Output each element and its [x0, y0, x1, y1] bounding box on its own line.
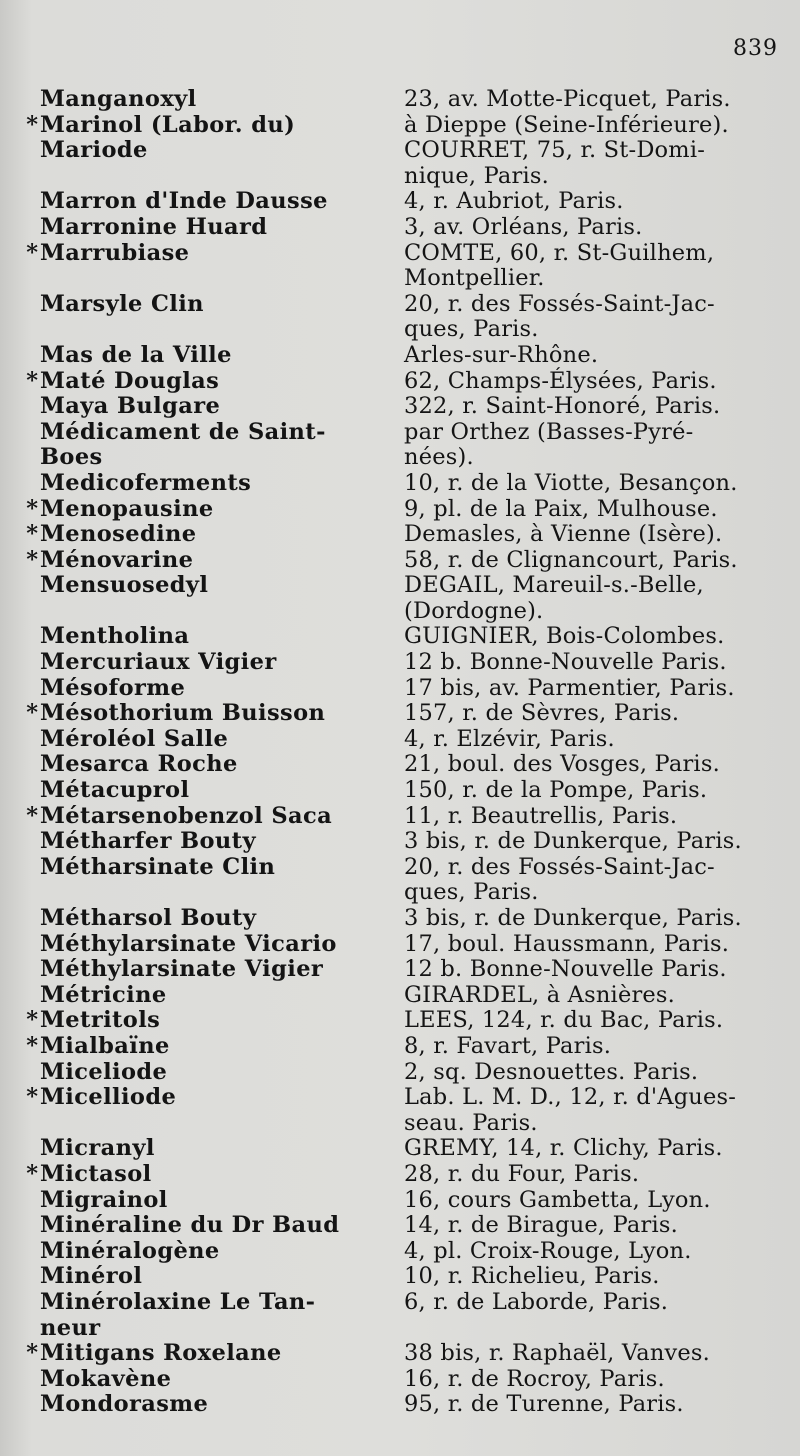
- list-item: [24, 369, 786, 395]
- entry-address: 20, r. des Fossés-Saint-Jac- ques, Paris.: [404, 290, 715, 343]
- entry-name: Méthylarsinate Vicario: [40, 930, 337, 957]
- list-item: [24, 1341, 786, 1367]
- list-item: [24, 1162, 786, 1188]
- entry-name: Miceliode: [40, 1058, 168, 1085]
- entry-address: 3 bis, r. de Dunkerque, Paris.: [404, 828, 742, 855]
- entry-address: par Orthez (Basses-Pyré- nées).: [404, 418, 694, 471]
- entry-address: 58, r. de Clignancourt, Paris.: [404, 546, 738, 573]
- entry-address: 322, r. Saint-Honoré, Paris.: [404, 393, 721, 420]
- list-item: [24, 1264, 786, 1290]
- list-item: [24, 113, 786, 139]
- entry-name: Mictasol: [40, 1160, 152, 1187]
- entry-address: 3, av. Orléans, Paris.: [404, 213, 643, 240]
- entry-name: Marron d'Inde Dausse: [40, 188, 328, 215]
- list-item: [24, 1188, 786, 1214]
- list-item: [24, 241, 786, 292]
- entry-name: Mésothorium Buisson: [40, 700, 326, 727]
- entry-name: Mesarca Roche: [40, 751, 238, 778]
- entry-name: Mariode: [40, 137, 148, 164]
- entry-address: 21, boul. des Vosges, Paris.: [404, 751, 720, 778]
- entry-address: LEES, 124, r. du Bac, Paris.: [404, 1007, 724, 1034]
- entry-address: 6, r. de Laborde, Paris.: [404, 1288, 669, 1315]
- entry-name: Mercuriaux Vigier: [40, 649, 277, 676]
- list-item: [24, 804, 786, 830]
- entry-name: Maté Douglas: [40, 367, 220, 394]
- entry-asterisk: *: [26, 239, 38, 266]
- list-item: [24, 624, 786, 650]
- entry-name: Métacuprol: [40, 777, 190, 804]
- entry-name: Mokavène: [40, 1365, 172, 1392]
- entry-address: 16, cours Gambetta, Lyon.: [404, 1186, 711, 1213]
- entry-name: Marrubiase: [40, 239, 190, 266]
- list-item: [24, 87, 786, 113]
- entry-address: 150, r. de la Pompe, Paris.: [404, 777, 708, 804]
- entry-asterisk: *: [26, 495, 38, 522]
- entry-asterisk: *: [26, 700, 38, 727]
- list-item: [24, 1085, 786, 1136]
- entry-address: 4, pl. Croix-Rouge, Lyon.: [404, 1237, 692, 1264]
- entry-address: 14, r. de Birague, Paris.: [404, 1212, 679, 1239]
- list-item: [24, 676, 786, 702]
- entry-address: 3 bis, r. de Dunkerque, Paris.: [404, 905, 742, 931]
- entry-name: Marinol (Labor. du): [40, 111, 296, 138]
- list-item: [24, 752, 786, 778]
- list-item: [24, 701, 786, 727]
- entry-asterisk: *: [26, 1084, 38, 1111]
- entry-name: Métharsinate Clin: [40, 853, 276, 880]
- entry-address: 38 bis, r. Raphaël, Vanves.: [404, 1340, 711, 1367]
- entry-name: Mas de la Ville: [40, 341, 232, 368]
- entry-address: 11, r. Beautrellis, Paris.: [404, 802, 678, 829]
- entry-address: GIRARDEL, à Asnières.: [404, 981, 676, 1008]
- list-item: [24, 215, 786, 241]
- entry-address: 20, r. des Fossés-Saint-Jac- ques, Paris.: [404, 853, 715, 906]
- list-item: [24, 420, 786, 471]
- entry-address: 62, Champs-Élysées, Paris.: [404, 367, 717, 394]
- entry-address: Lab. L. M. D., 12, r. d'Agues- seau. Paris.: [404, 1084, 737, 1136]
- entry-name: Métharsol Bouty: [40, 905, 257, 931]
- entry-list: [24, 87, 786, 1418]
- entry-name: Médicament de Saint- Boes: [40, 418, 326, 471]
- entry-address: à Dieppe (Seine-Inférieure).: [404, 111, 729, 138]
- entry-name: Mialbaïne: [40, 1032, 170, 1059]
- entry-asterisk: *: [26, 1007, 38, 1034]
- list-item: [24, 829, 786, 855]
- list-item: [24, 292, 786, 343]
- entry-address: 10, r. de la Viotte, Besançon.: [404, 469, 738, 496]
- entry-address: 17 bis, av. Parmentier, Paris.: [404, 674, 735, 701]
- list-item: [24, 1060, 786, 1086]
- list-item: [24, 497, 786, 523]
- entry-name: Mondorasme: [40, 1391, 209, 1418]
- entry-address: 157, r. de Sèvres, Paris.: [404, 700, 680, 727]
- list-item: [24, 957, 786, 983]
- page-number: 839: [733, 36, 778, 61]
- entry-address: 95, r. de Turenne, Paris.: [404, 1391, 684, 1418]
- list-item: [24, 932, 786, 958]
- entry-address: 12 b. Bonne-Nouvelle Paris.: [404, 956, 727, 983]
- entry-name: Mensuosedyl: [40, 572, 209, 599]
- entry-name: Metritols: [40, 1007, 161, 1034]
- entry-name: Mitigans Roxelane: [40, 1340, 282, 1367]
- list-item: [24, 522, 786, 548]
- entry-name: Ménovarine: [40, 546, 194, 573]
- entry-asterisk: *: [26, 521, 38, 548]
- list-item: [24, 394, 786, 420]
- list-item: [24, 1392, 786, 1418]
- entry-address: 10, r. Richelieu, Paris.: [404, 1263, 660, 1290]
- list-item: [24, 855, 786, 906]
- entry-name: Métharfer Bouty: [40, 828, 256, 855]
- list-item: [24, 778, 786, 804]
- list-item: [24, 1239, 786, 1265]
- entry-address: 23, av. Motte-Picquet, Paris.: [404, 86, 731, 112]
- list-item: [24, 983, 786, 1009]
- entry-name: Manganoxyl: [40, 86, 197, 112]
- entry-name: Méroléol Salle: [40, 725, 229, 752]
- entry-name: Minéralogène: [40, 1237, 220, 1264]
- entry-name: Marronine Huard: [40, 213, 268, 240]
- entry-asterisk: *: [26, 111, 38, 138]
- entry-name: Mentholina: [40, 623, 190, 650]
- entry-name: Menopausine: [40, 495, 214, 522]
- entry-name: Métricine: [40, 981, 167, 1008]
- entry-address: COURRET, 75, r. St-Domi- nique, Paris.: [404, 137, 706, 189]
- entry-asterisk: *: [26, 546, 38, 573]
- list-item: [24, 1213, 786, 1239]
- entry-address: 2, sq. Desnouettes. Paris.: [404, 1058, 699, 1085]
- entry-name: Medicoferments: [40, 469, 252, 496]
- entry-address: GUIGNIER, Bois-Colombes.: [404, 623, 725, 650]
- entry-asterisk: *: [26, 1160, 38, 1187]
- entry-name: Minérol: [40, 1263, 143, 1290]
- entry-name: Micranyl: [40, 1135, 155, 1162]
- entry-address: 4, r. Aubriot, Paris.: [404, 188, 624, 215]
- entry-address: 16, r. de Rocroy, Paris.: [404, 1365, 665, 1392]
- list-item: [24, 138, 786, 189]
- entry-name: Migrainol: [40, 1186, 168, 1213]
- entry-name: Micelliode: [40, 1084, 177, 1111]
- entry-name: Métarsenobenzol Saca: [40, 802, 333, 829]
- entry-asterisk: *: [26, 1032, 38, 1059]
- entry-address: 28, r. du Four, Paris.: [404, 1160, 640, 1187]
- list-item: [24, 548, 786, 574]
- list-item: [24, 343, 786, 369]
- entry-address: 12 b. Bonne-Nouvelle Paris.: [404, 649, 727, 676]
- list-item: [24, 727, 786, 753]
- entry-asterisk: *: [26, 1340, 38, 1367]
- entry-name: Méthylarsinate Vigier: [40, 956, 324, 983]
- entry-name: Menosedine: [40, 521, 197, 548]
- entry-address: Demasles, à Vienne (Isère).: [404, 521, 723, 548]
- entry-address: 8, r. Favart, Paris.: [404, 1032, 612, 1059]
- entry-address: 17, boul. Haussmann, Paris.: [404, 930, 730, 957]
- list-item: [24, 189, 786, 215]
- entry-name: Maya Bulgare: [40, 393, 221, 420]
- list-item: [24, 1290, 786, 1341]
- entry-name: Mésoforme: [40, 674, 186, 701]
- list-item: [24, 471, 786, 497]
- entry-name: Minérolaxine Le Tan- neur: [40, 1288, 316, 1341]
- list-item: [24, 906, 786, 932]
- list-item: [24, 573, 786, 624]
- entry-address: 4, r. Elzévir, Paris.: [404, 725, 615, 752]
- list-item: [24, 1008, 786, 1034]
- entry-name: Marsyle Clin: [40, 290, 204, 317]
- list-item: [24, 1034, 786, 1060]
- entry-address: GREMY, 14, r. Clichy, Paris.: [404, 1135, 723, 1162]
- entry-address: Arles-sur-Rhône.: [404, 341, 599, 368]
- entry-address: COMTE, 60, r. St-Guilhem, Montpellier.: [404, 239, 715, 292]
- list-item: [24, 650, 786, 676]
- list-item: [24, 1136, 786, 1162]
- entry-address: 9, pl. de la Paix, Mulhouse.: [404, 495, 718, 522]
- entry-asterisk: *: [26, 367, 38, 394]
- entry-name: Minéraline du Dr Baud: [40, 1212, 340, 1239]
- entry-address: DEGAIL, Mareuil-s.-Belle, (Dordogne).: [404, 572, 704, 624]
- entry-asterisk: *: [26, 802, 38, 829]
- list-item: [24, 1367, 786, 1393]
